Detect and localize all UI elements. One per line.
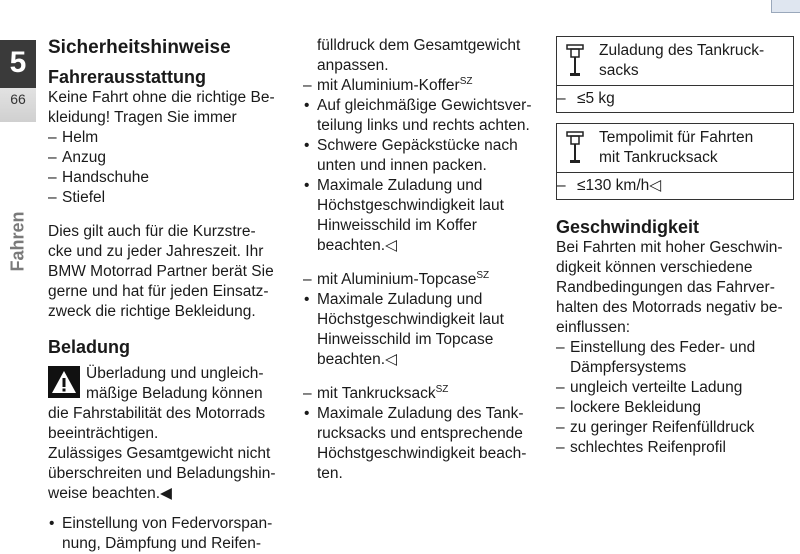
bullet-item: • Auf gleichmäßige Gewichtsver- teilung links und rechts achten. — [303, 96, 548, 136]
fuel-pump-icon — [563, 43, 591, 77]
spec-box-load — [556, 36, 794, 113]
subheading-rider-gear: Fahrerausstattung — [48, 67, 207, 87]
gear-item: – Anzug — [48, 148, 288, 168]
bullet-item: • Schwere Gepäckstücke nach unten und innen packen. — [303, 136, 548, 176]
continued-line: fülldruck dem Gesamtgewicht — [317, 37, 521, 54]
warning-line: weise beachten.◀ — [48, 485, 172, 502]
warning-icon — [48, 366, 80, 398]
case-heading-tankrucksack: – mit Tankrucksack$^{SZ}$ — [303, 384, 548, 404]
para-line: Dies gilt auch für die Kurzstre- — [48, 223, 256, 240]
warning-line: Überladung und ungleich- — [86, 365, 264, 382]
chapter-label: Fahren — [7, 211, 28, 272]
case-heading-topcase: – mit Aluminium-Topcase$^{SZ}$ — [303, 270, 548, 290]
spec-box-speed — [556, 123, 794, 200]
gear-item: – Helm — [48, 128, 288, 148]
case-heading-koffer: – mit Aluminium-Koffer$^{SZ}$ — [303, 76, 548, 96]
box-title-line: mit Tankrucksack — [599, 149, 718, 166]
section-title: Sicherheitshinweise — [48, 37, 231, 58]
condition-item: – Einstellung des Feder- und Dämpfersystems — [556, 338, 796, 378]
condition-item: – lockere Bekleidung — [556, 398, 796, 418]
box-value: – ≤5 kg — [557, 86, 793, 112]
bullet-item: • Maximale Zuladung und Höchstgeschwindigkeit laut Hinweisschild im Koffer beachten.◁ — [303, 176, 548, 256]
intro-line: Keine Fahrt ohne die richtige Be- — [48, 89, 275, 106]
column-1 — [48, 36, 288, 554]
gear-item: – Handschuhe — [48, 168, 288, 188]
page-number: 66 — [10, 91, 26, 107]
warning-block — [48, 364, 288, 404]
bullet-item: • Maximale Zuladung und Höchstgeschwindigkeit laut Hinweisschild im Topcase beachten.◁ — [303, 290, 548, 370]
warning-line: überschreiten und Beladungshin- — [48, 465, 276, 482]
warning-line: beeinträchtigen. — [48, 425, 159, 442]
condition-item: – ungleich verteilte Ladung — [556, 378, 796, 398]
para-line: digkeit können verschiedene — [556, 259, 753, 276]
bullet-item: • Maximale Zuladung des Tank- rucksacks und entsprechende Höchstgeschwindigkeit beach- ten. — [303, 404, 548, 484]
gear-item: – Stiefel — [48, 188, 288, 208]
box-value: – ≤130 km/h◁ — [557, 173, 793, 199]
warning-line: mäßige Beladung können — [86, 385, 263, 402]
warning-line: Zulässiges Gesamtgewicht nicht — [48, 445, 271, 462]
para-line: einflussen: — [556, 319, 631, 336]
condition-item: – zu geringer Reifenfülldruck — [556, 418, 796, 438]
box-title-line: Tempolimit für Fahrten — [599, 129, 754, 146]
window-corner — [771, 0, 800, 13]
para-line: Bei Fahrten mit hoher Geschwin- — [556, 239, 783, 256]
box-title-line: sacks — [599, 62, 639, 79]
para-line: Randbedingungen das Fahrver- — [556, 279, 775, 296]
warning-line: die Fahrstabilität des Motorrads — [48, 405, 266, 422]
box-title-line: Zuladung des Tankruck- — [599, 42, 765, 59]
bullet-item: • Einstellung von Federvorspan- nung, Dämpfung und Reifen- — [48, 514, 288, 554]
para-line: gerne und hat für jeden Einsatz- — [48, 283, 269, 300]
continued-line: anpassen. — [317, 57, 389, 74]
subheading-speed: Geschwindigkeit — [556, 217, 700, 237]
column-3 — [556, 36, 796, 458]
condition-item: – schlechtes Reifenprofil — [556, 438, 796, 458]
chapter-number: 5 — [9, 46, 27, 79]
intro-line: kleidung! Tragen Sie immer — [48, 109, 237, 126]
para-line: halten des Motorrads negativ be- — [556, 299, 783, 316]
fuel-pump-icon — [563, 130, 591, 164]
para-line: cke und zu jeder Jahreszeit. Ihr — [48, 243, 264, 260]
para-line: BMW Motorrad Partner berät Sie — [48, 263, 274, 280]
column-2 — [303, 36, 548, 484]
para-line: zweck die richtige Bekleidung. — [48, 303, 256, 320]
subheading-loading: Beladung — [48, 337, 131, 357]
